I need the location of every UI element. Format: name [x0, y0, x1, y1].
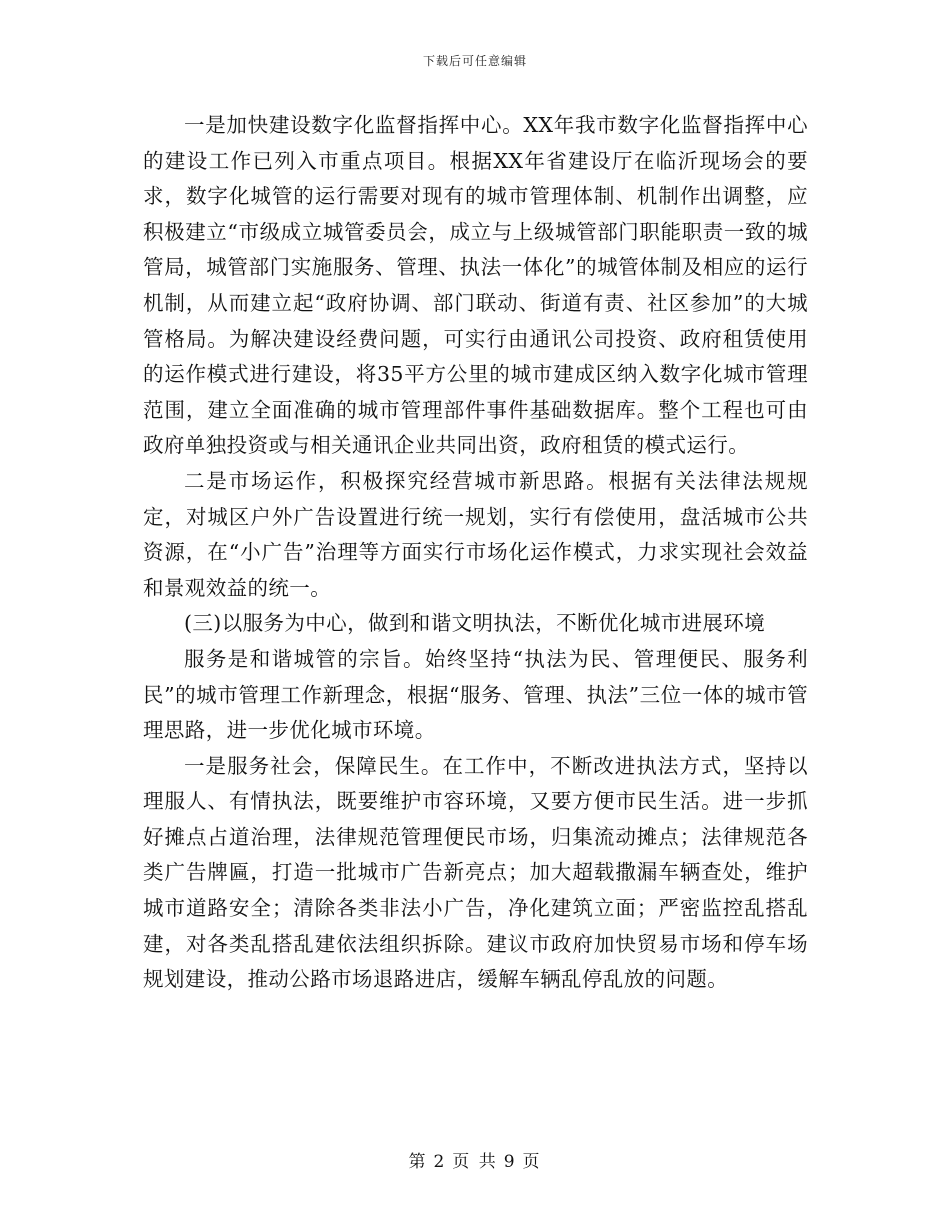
total-pages: 9	[503, 1152, 517, 1172]
document-body	[143, 108, 808, 998]
paragraph-market-operation: 二是市场运作，积极探究经营城市新思路。根据有关法律法规规定，对城区户外广告设置进行统一规划，实行有偿使用，盘活城市公共资源，在“小广告”治理等方面实行市场化运作模式，力求实现社会效益和景观效益的统一。	[143, 468, 808, 600]
page-footer	[0, 1147, 950, 1172]
footer-middle: 页 共	[452, 1152, 498, 1172]
page-number: 2	[433, 1152, 447, 1172]
paragraph-digital-supervision: 一是加快建设数字化监督指挥中心。XX年我市数字化监督指挥中心的建设工作已列入市重点项目。根据XX年省建设厅在临沂现场会的要求，数字化城管的运行需要对现有的城市管理体制、机制作出调整，应积极建立“市级成立城管委员会，成立与上级城管部门职能职责一致的城管局，城管部门实施服务、管理、执法一体化”的城管体制及相应的运行机制，从而建立起“政府协调、部门联动、街道有责、社区参加”的大城管格局。为解决建设经费问题，可实行由通讯公司投资、政府租赁使用的运作模式进行建设，将35平方公里的城市建成区纳入数字化城市管理范围，建立全面准确的城市管理部件事件基础数据库。整个工程也可由政府单独投资或与相关通讯企业共同出资，政府租赁的模式运行。	[143, 113, 808, 458]
page-header: 下载后可任意编辑	[422, 54, 527, 68]
section-heading-service: (三)以服务为中心，做到和谐文明执法，不断优化城市进展环境	[184, 611, 766, 636]
footer-suffix: 页	[522, 1152, 542, 1172]
paragraph-serve-society: 一是服务社会，保障民生。在工作中，不断改进执法方式，坚持以理服人、有情执法，既要维护市容环境，又要方便市民生活。进一步抓好摊点占道治理，法律规范管理便民市场，归集流动摊点；法律规范各类广告牌匾，打造一批城市广告新亮点；加大超载撒漏车辆查处，维护城市道路安全；清除各类非法小广告，净化建筑立面；严密监控乱搭乱建，对各类乱搭乱建依法组织拆除。建议市政府加快贸易市场和停车场规划建设，推动公路市场退路进店，缓解车辆乱停乱放的问题。	[143, 753, 808, 992]
paragraph-service-purpose: 服务是和谐城管的宗旨。始终坚持“执法为民、管理便民、服务利民”的城市管理工作新理念，根据“服务、管理、执法”三位一体的城市管理思路，进一步优化城市环境。	[143, 646, 808, 743]
footer-prefix: 第	[408, 1152, 428, 1172]
